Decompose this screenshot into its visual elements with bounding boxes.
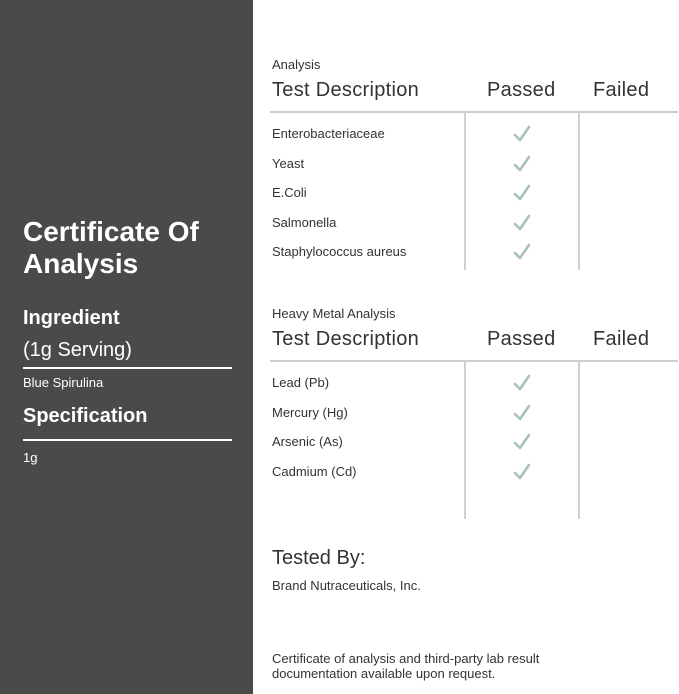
checkmark-icon	[512, 462, 532, 482]
ingredient-serving: (1g Serving)	[23, 339, 132, 361]
analysis-column-divider	[464, 113, 466, 270]
checkmark-icon	[512, 373, 532, 393]
test-row-label: Lead (Pb)	[272, 375, 330, 390]
heavy-metal-column-divider	[578, 362, 580, 519]
checkmark-icon	[512, 183, 532, 203]
heavy-metal-header-failed: Failed	[593, 328, 650, 350]
heavy-metal-header-description: Test Description	[272, 328, 420, 350]
heavy-metal-section-label: Heavy Metal Analysis	[272, 306, 396, 321]
checkmark-icon	[512, 403, 532, 423]
sidebar-panel	[0, 0, 253, 694]
test-row-label: Enterobacteriaceae	[272, 126, 385, 141]
checkmark-icon	[512, 432, 532, 452]
footnote: Certificate of analysis and third-party lab result documentation available upon request.	[272, 651, 540, 681]
checkmark-icon	[512, 124, 532, 144]
analysis-header-rule	[270, 111, 678, 113]
analysis-section-label: Analysis	[272, 57, 321, 72]
tested-by-label: Tested By:	[272, 547, 366, 569]
test-row-label: Arsenic (As)	[272, 434, 343, 450]
test-row-label: Staphylococcus aureus	[272, 244, 407, 260]
test-row-label: E.Coli	[272, 185, 307, 201]
ingredient-divider	[23, 367, 232, 369]
test-row-label: Mercury (Hg)	[272, 404, 348, 420]
analysis-column-divider	[578, 113, 580, 270]
checkmark-icon	[512, 154, 532, 174]
tested-by-value: Brand Nutraceuticals, Inc.	[272, 578, 421, 593]
ingredient-heading	[23, 302, 238, 366]
specification-label: Specification	[23, 405, 148, 427]
test-row-label: Salmonella	[272, 214, 337, 230]
ingredient-value: Blue Spirulina	[23, 375, 104, 390]
analysis-header-passed: Passed	[487, 79, 556, 101]
test-row-label: Cadmium (Cd)	[272, 463, 357, 479]
test-row-label: Yeast	[272, 155, 305, 171]
analysis-header-failed: Failed	[593, 79, 650, 101]
specification-value: 1g	[23, 450, 38, 465]
heavy-metal-column-divider	[464, 362, 466, 519]
heavy-metal-header-passed: Passed	[487, 328, 556, 350]
specification-divider	[23, 439, 232, 441]
checkmark-icon	[512, 242, 532, 262]
heavy-metal-header-rule	[270, 360, 678, 362]
analysis-header-description: Test Description	[272, 79, 420, 101]
certificate-title: Certificate Of Analysis	[23, 216, 199, 279]
ingredient-label: Ingredient	[23, 307, 120, 329]
checkmark-icon	[512, 213, 532, 233]
